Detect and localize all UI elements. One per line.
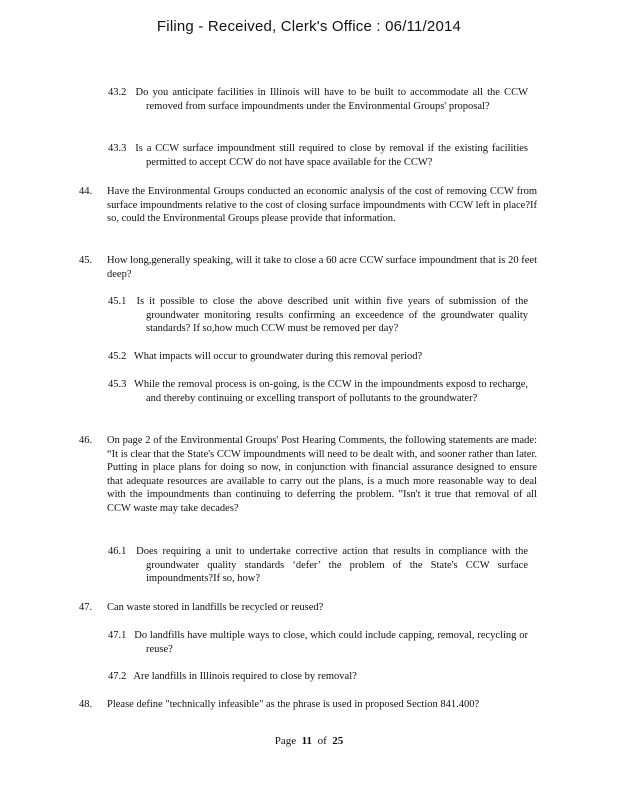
question-number: 46.	[79, 435, 93, 446]
question-text: Do landfills have multiple ways to close, which could include capping, removal, recycling or reuse?	[134, 630, 528, 655]
question-text: Can waste stored in landfills be recycled or reused?	[107, 602, 324, 613]
question-number: 45.	[79, 255, 93, 266]
page-footer	[0, 735, 618, 747]
question-number: 45.3	[108, 379, 127, 390]
total-pages: 25	[332, 735, 344, 747]
question-number: 43.3	[108, 143, 127, 154]
question-47-1	[108, 629, 528, 656]
question-text: Does requiring a unit to undertake corrective action that results in compliance with the groundwater quality standards ‘defer’ the problem of the State's CCW surface impoundments?If so, how?	[136, 546, 528, 585]
question-number: 45.2	[108, 351, 127, 362]
question-47-2	[108, 670, 528, 684]
question-number: 45.1	[108, 296, 127, 307]
question-text: Have the Environmental Groups conducted an economic analysis of the cost of removing CCW from surface impoundments relative to the cost of closing surface impoundments with CCW left in place?If so, could the Environmental Groups please provide that information.	[107, 186, 537, 225]
question-45-3	[108, 378, 528, 405]
question-number: 47.1	[108, 630, 127, 641]
question-text: How long,generally speaking, will it take to close a 60 acre CCW surface impoundment that is 20 feet deep?	[107, 255, 537, 280]
question-number: 47.2	[108, 671, 127, 682]
question-number: 47.	[79, 602, 93, 613]
question-text: What impacts will occur to groundwater during this removal period?	[133, 351, 423, 362]
question-text: Is a CCW surface impoundment still required to close by removal if the existing facilities permitted to accept CCW do not have space available for the CCW?	[135, 143, 528, 168]
question-number: 43.2	[108, 87, 127, 98]
question-text: While the removal process is on-going, is the CCW in the impoundments exposd to recharge, and thereby continuing or excelling transport of pollutants to the groundwater?	[133, 379, 528, 404]
question-45-2	[108, 350, 528, 364]
question-43-3	[108, 142, 528, 169]
question-45-1	[108, 295, 528, 336]
of-word: of	[317, 735, 327, 747]
question-number: 46.1	[108, 546, 127, 557]
question-text: On page 2 of the Environmental Groups' Post Hearing Comments, the following statements are made: “It is clear that the State's CCW impoundments will need to be dealt with, and sooner rather than later. Putting in place plans for doing so now, in conjunction with financial assurance designed to ensure that adequate resources are available to carry out the plans, is a much more reasonable way to deal with the impoundments than continuing to deferring the problem. ”Isn't it true that removal of all CCW waste may take decades?	[107, 435, 537, 514]
question-number: 48.	[79, 699, 93, 710]
page-number: 11	[301, 735, 313, 747]
question-text: Do you anticipate facilities in Illinois will have to be built to accommodate all the CCW removed from surface impoundments under the Environmental Groups' proposal?	[135, 87, 528, 112]
question-number: 44.	[79, 186, 93, 197]
question-text: Is it possible to close the above described unit within five years of submission of the groundwater monitoring results confirming an exceedence of the groundwater quality standards? If so,how much CCW must be removed per day?	[136, 296, 528, 335]
question-text: Are landfills in Illinois required to close by removal?	[133, 671, 357, 682]
filing-stamp-header: Filing - Received, Clerk's Office : 06/11/2014	[156, 18, 462, 35]
page-word: Page	[274, 735, 297, 747]
question-46-1	[108, 545, 528, 586]
question-text: Please define "technically infeasible" as the phrase is used in proposed Section 841.400?	[107, 699, 480, 710]
question-43-2	[108, 86, 528, 113]
